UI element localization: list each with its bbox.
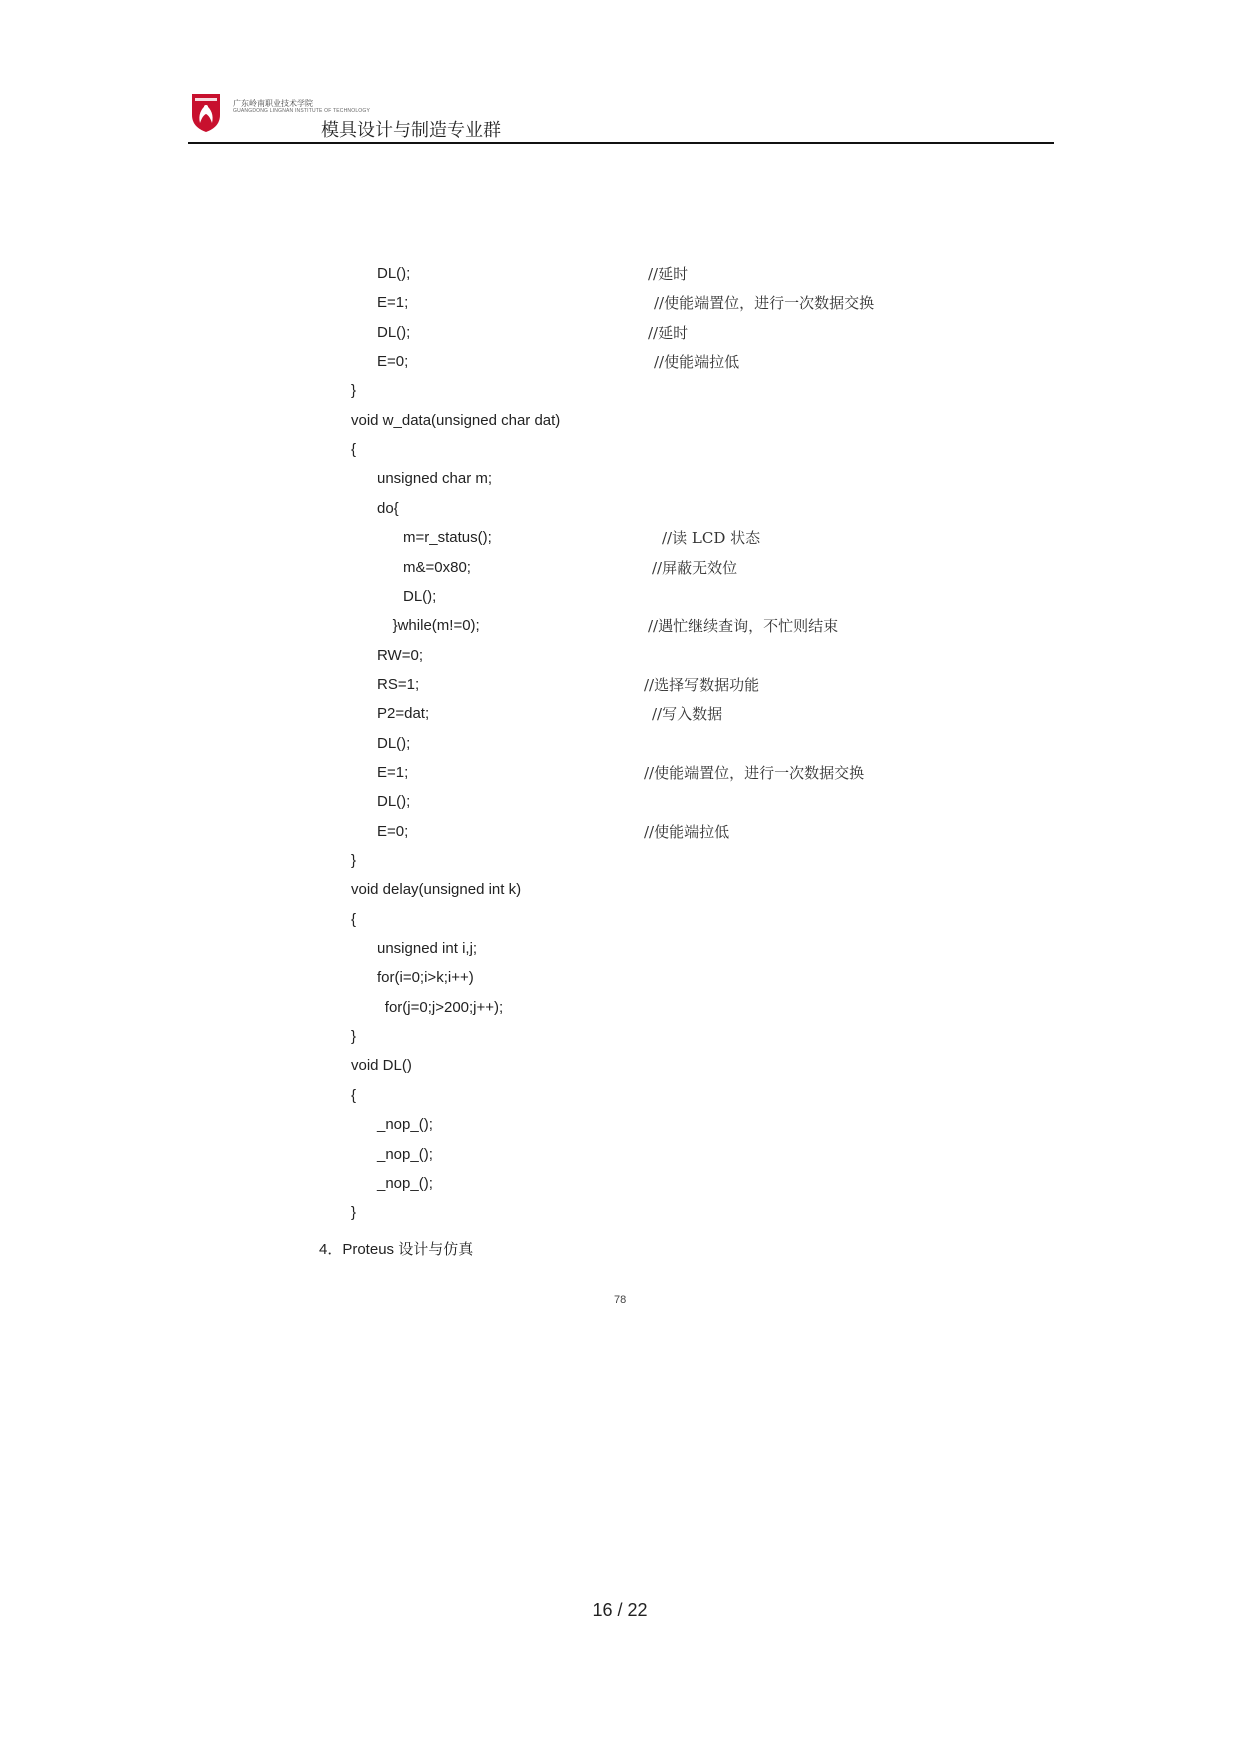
code-comment: //延时: [648, 265, 689, 283]
code-line: DL();: [377, 793, 411, 811]
code-line: }: [351, 1028, 357, 1046]
code-line: E=1;: [377, 763, 409, 781]
code-line: m=r_status();: [403, 529, 492, 547]
code-line: unsigned int i,j;: [377, 940, 478, 958]
code-line: RS=1;: [377, 675, 420, 693]
code-line: DL();: [377, 265, 411, 282]
institution-name-en: GUANGDONG LINGNAN INSTITUTE OF TECHNOLOGY: [233, 108, 371, 114]
code-comment: //屏蔽无效位: [652, 558, 738, 577]
code-comment: //遇忙继续查询，不忙则结束: [648, 617, 839, 636]
code-line: _nop_();: [377, 1116, 433, 1134]
code-line: _nop_();: [377, 1145, 433, 1163]
code-line: }: [351, 382, 357, 400]
code-line: _nop_();: [377, 1174, 433, 1192]
code-comment: //使能端拉低: [644, 822, 730, 841]
code-comment: //读 LCD 状态: [662, 529, 761, 548]
code-line: for(i=0;i>k;i++): [377, 969, 474, 987]
code-line: {: [351, 1086, 357, 1104]
code-comment: //选择写数据功能: [644, 675, 760, 694]
code-line: {: [351, 910, 357, 928]
code-line: for(j=0;j>200;j++);: [384, 998, 504, 1016]
code-line: E=1;: [377, 294, 409, 312]
code-line: }: [351, 852, 357, 869]
code-line: void delay(unsigned int k): [351, 881, 522, 899]
code-line: {: [351, 441, 357, 459]
code-line: DL();: [403, 587, 437, 605]
code-comment: //写入数据: [652, 705, 723, 724]
page-counter: 16 / 22: [592, 1600, 648, 1620]
code-comment: //使能端置位，进行一次数据交换: [654, 294, 875, 313]
code-line: void DL(): [351, 1057, 412, 1075]
code-line: do{: [377, 499, 399, 517]
code-line: void w_data(unsigned char dat): [351, 411, 561, 429]
code-line: m&=0x80;: [403, 558, 471, 576]
code-line: }while(m!=0);: [392, 617, 480, 635]
code-line: E=0;: [377, 822, 409, 840]
document-title: 模具设计与制造专业群: [321, 120, 501, 141]
institution-name-cn: 广东岭南职业技术学院: [233, 99, 313, 108]
code-line: DL();: [377, 734, 411, 752]
code-comment: //使能端拉低: [654, 353, 740, 372]
section-heading: 4．Proteus 设计与仿真: [319, 1241, 474, 1258]
code-line: E=0;: [377, 353, 409, 371]
code-line: }: [351, 1204, 357, 1222]
code-line: RW=0;: [377, 646, 423, 664]
code-comment: //延时: [648, 323, 689, 342]
original-page-number: 78: [614, 1294, 627, 1306]
code-line: unsigned char m;: [377, 470, 493, 488]
code-line: P2=dat;: [377, 705, 430, 723]
code-comment: //使能端置位，进行一次数据交换: [644, 763, 865, 782]
code-line: DL();: [377, 323, 411, 341]
